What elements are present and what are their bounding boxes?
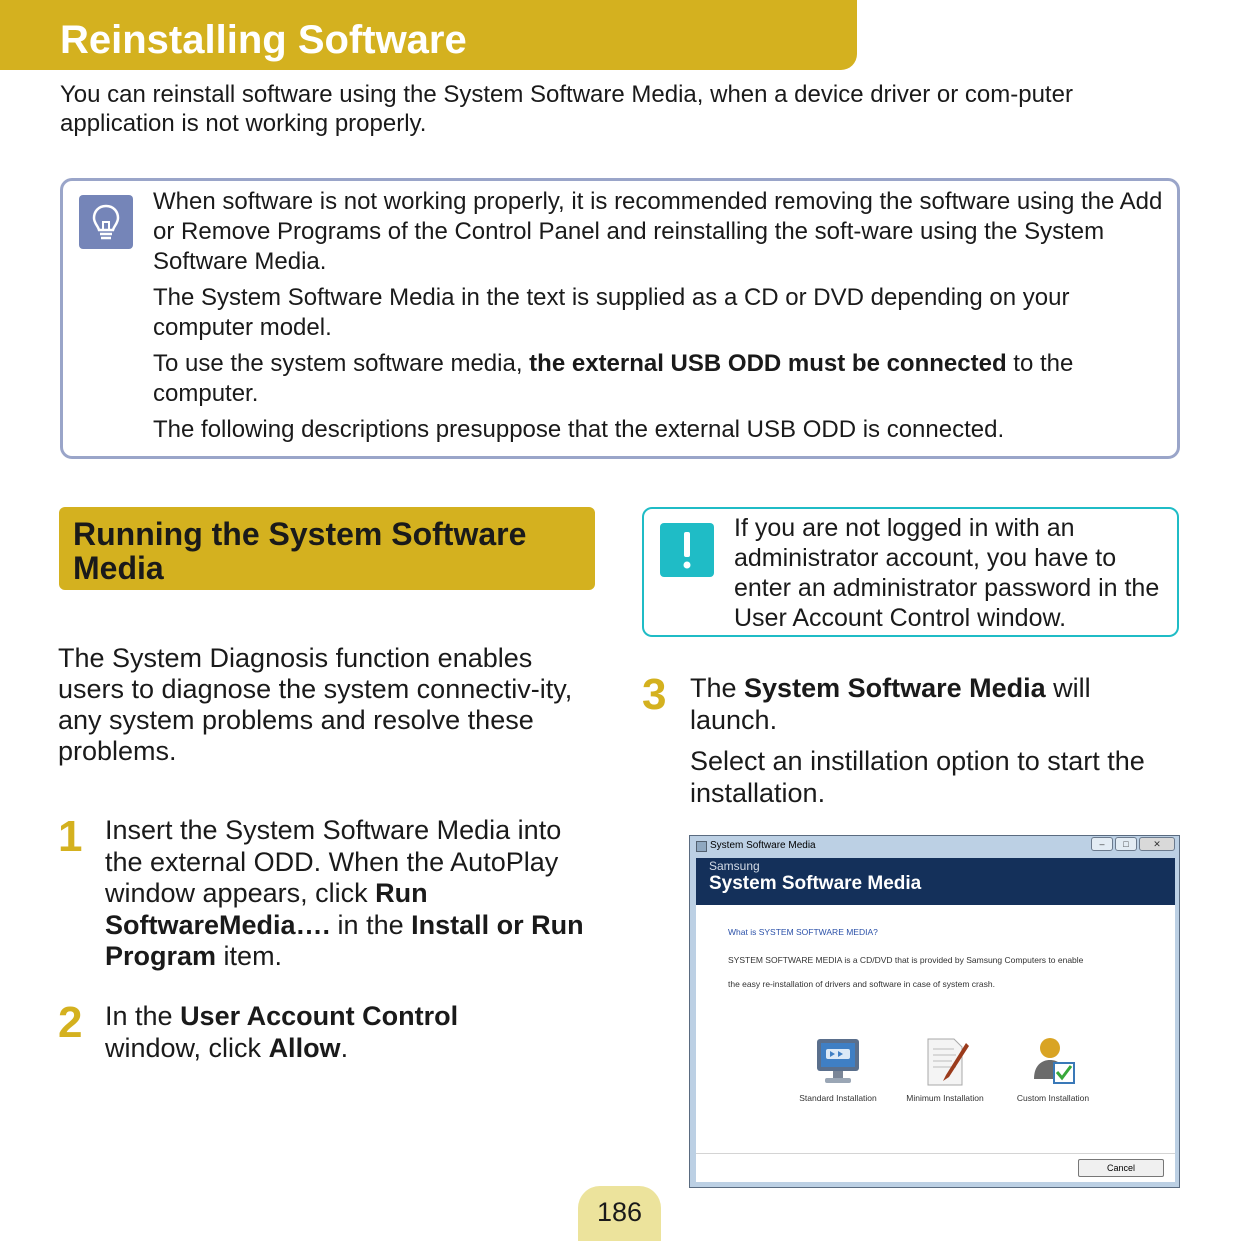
step-number: 3 [642,670,667,719]
step-paragraph [690,673,1170,736]
option-label: Standard Installation [799,1093,877,1103]
step-emphasis: Install or Run Program [105,909,584,971]
product-name: System Software Media [709,873,922,894]
tip-emphasis: the external USB ODD must be connected [529,350,1007,377]
window-title: System Software Media [710,840,816,851]
section-heading: Running the System Software Media [73,516,527,586]
step-paragraph: Select an instillation option to start the installation. [690,746,1145,808]
tip-text [153,187,1163,451]
option-label: Minimum Installation [906,1093,984,1103]
step-text [105,815,585,973]
tip-paragraph: The System Software Media in the text is supplied as a CD or DVD depending on your computer model. [153,284,1070,341]
step-emphasis: System Software Media [744,673,1046,703]
option-label: Custom Installation [1016,1093,1090,1103]
window-body [696,905,1175,1182]
step-text-run: will launch. [690,673,1091,735]
title-bar [0,0,857,70]
tip-paragraph: When software is not working properly, it is recommended removing the software using the Add or Remove Programs of the Control Panel and reinstalling the soft-ware using the System Software Media. [153,188,1163,275]
custom-installation-option[interactable] [998,1035,1108,1103]
window-controls [1091,837,1175,851]
user-checkbox-icon [1028,1035,1078,1087]
tip-text-run: to the computer. [153,350,1074,407]
step-emphasis: User Account Control [180,1001,459,1031]
step-text [105,1001,525,1064]
system-software-media-window [689,835,1180,1188]
info-link[interactable]: What is SYSTEM SOFTWARE MEDIA? [728,927,878,937]
section-body: The System Diagnosis function enables users to diagnose the system connectiv-ity, any system problems and resolve these problems. [58,643,573,766]
step-text-run: In the [105,1001,181,1031]
close-icon[interactable]: ✕ [1139,837,1175,851]
exclamation-icon [660,523,714,577]
page-number: 186 [578,1186,661,1241]
warning-text: If you are not logged in with an administrator account, you have to enter an administrator password in the User Account Control window. [734,514,1160,632]
window-header [696,858,1175,905]
brand-name: Samsung [709,859,760,873]
minimize-icon[interactable]: – [1091,837,1113,851]
footer-divider [696,1153,1175,1154]
description-line: SYSTEM SOFTWARE MEDIA is a CD/DVD that is provided by Samsung Computers to enable [728,955,1084,965]
page-title: Reinstalling Software [60,18,467,62]
warning-box [642,507,1179,637]
description-line: the easy re-installation of drivers and software in case of system crash. [728,979,995,989]
step-text-run: . [340,1032,349,1063]
section-heading-bar [59,507,595,590]
tip-paragraph: The following descriptions presuppose that the external USB ODD is connected. [153,416,1005,443]
app-icon [696,841,707,852]
step-text-run: item. [216,941,283,971]
document-pen-icon [920,1035,970,1087]
tip-paragraph [153,349,1163,409]
step-text-run: in the [330,909,412,940]
tip-box [60,178,1180,459]
step-number: 1 [58,812,83,861]
standard-installation-option[interactable] [783,1035,893,1103]
step-emphasis: Run SoftwareMedia…. [105,878,428,940]
step-3 [642,670,1180,813]
lightbulb-icon [79,195,133,249]
cancel-button[interactable]: Cancel [1078,1159,1164,1177]
tip-text-run: To use the system software media, [153,350,530,377]
step-text-run: The [690,673,745,703]
step-number: 2 [58,998,83,1047]
intro-text: You can reinstall software using the System Software Media, when a device driver or com-puter application is not working properly. [60,81,1073,137]
step-2 [58,998,598,1071]
step-1 [58,812,598,975]
step-text-run: window, click [105,1032,269,1063]
minimum-installation-option[interactable] [890,1035,1000,1103]
step-text [690,673,1170,809]
step-emphasis: Allow [268,1032,341,1063]
step-text-run: Insert the System Software Media into the external ODD. When the AutoPlay window appears, click [105,815,562,908]
monitor-icon [813,1035,863,1087]
maximize-icon[interactable]: □ [1115,837,1137,851]
